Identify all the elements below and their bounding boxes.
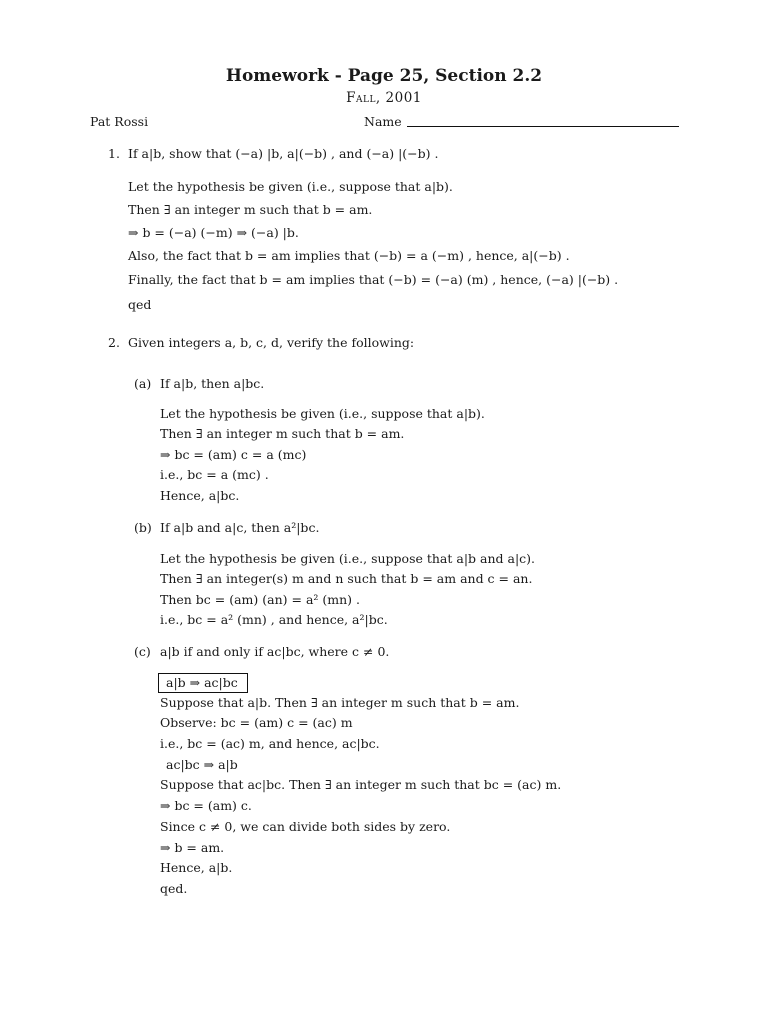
boxed-implication-text: a|b ⇒ ac|bc — [166, 675, 238, 690]
part-b-line: Then ∃ an integer(s) m and n such that b = am and c = an. — [160, 571, 533, 586]
part-c-statement: a|b if and only if ac|bc, where c ≠ 0. — [160, 644, 390, 659]
problem-1-line: Then ∃ an integer m such that b = am. — [128, 202, 373, 217]
problem-1-line: ⇒ b = (−a) (−m) ⇒ (−a) |b. — [128, 225, 299, 240]
part-a-label: (a) — [134, 376, 152, 391]
problem-1-statement: If a|b, show that (−a) |b, a|(−b) , and (−a) |(−b) . — [128, 146, 439, 161]
part-a-line: i.e., bc = a (mc) . — [160, 467, 269, 482]
part-c-line: Observe: bc = (am) c = (ac) m — [160, 715, 353, 730]
part-c-label: (c) — [134, 644, 151, 659]
page-title: Homework - Page 25, Section 2.2 — [225, 66, 543, 86]
part-b-line: Let the hypothesis be given (i.e., suppose that a|b and a|c). — [160, 551, 536, 566]
problem-1-number: 1. — [108, 146, 120, 161]
name-label: Name — [364, 114, 402, 129]
part-a-line: ⇒ bc = (am) c = a (mc) — [160, 447, 307, 462]
part-c-line: Suppose that ac|bc. Then ∃ an integer m such that bc = (ac) m. — [160, 777, 562, 792]
semester-subtitle: Fall, 2001 — [346, 90, 422, 106]
part-c-line: i.e., bc = (ac) m, and hence, ac|bc. — [160, 736, 380, 751]
part-c-line: ⇒ bc = (am) c. — [160, 798, 252, 813]
part-b-statement: If a|b and a|c, then a²|bc. — [160, 520, 320, 535]
problem-1-line: Finally, the fact that b = am implies that (−b) = (−a) (m) , hence, (−a) |(−b) . — [128, 272, 619, 287]
problem-1-line: Let the hypothesis be given (i.e., suppose that a|b). — [128, 179, 453, 194]
part-b-label: (b) — [134, 520, 152, 535]
part-b-line: Then bc = (am) (an) = a² (mn) . — [160, 592, 360, 607]
problem-1-line: Also, the fact that b = am implies that (−b) = a (−m) , hence, a|(−b) . — [128, 248, 570, 263]
name-blank-line — [407, 126, 679, 127]
converse-implication-heading: ac|bc ⇒ a|b — [166, 757, 238, 772]
part-b-line: i.e., bc = a² (mn) , and hence, a²|bc. — [160, 612, 388, 627]
part-a-line: Then ∃ an integer m such that b = am. — [160, 426, 405, 441]
part-c-line: ⇒ b = am. — [160, 840, 225, 855]
part-a-line: Let the hypothesis be given (i.e., suppose that a|b). — [160, 406, 485, 421]
part-c-line: Hence, a|b. — [160, 860, 233, 875]
part-a-statement: If a|b, then a|bc. — [160, 376, 265, 391]
part-c-line: Since c ≠ 0, we can divide both sides by zero. — [160, 819, 451, 834]
author-name: Pat Rossi — [90, 114, 149, 129]
part-c-line: Suppose that a|b. Then ∃ an integer m such that b = am. — [160, 695, 520, 710]
part-a-line: Hence, a|bc. — [160, 488, 240, 503]
part-c-qed: qed. — [160, 881, 188, 896]
problem-2-number: 2. — [108, 335, 120, 350]
problem-2-statement: Given integers a, b, c, d, verify the following: — [128, 335, 415, 350]
problem-1-qed: qed — [128, 297, 152, 312]
